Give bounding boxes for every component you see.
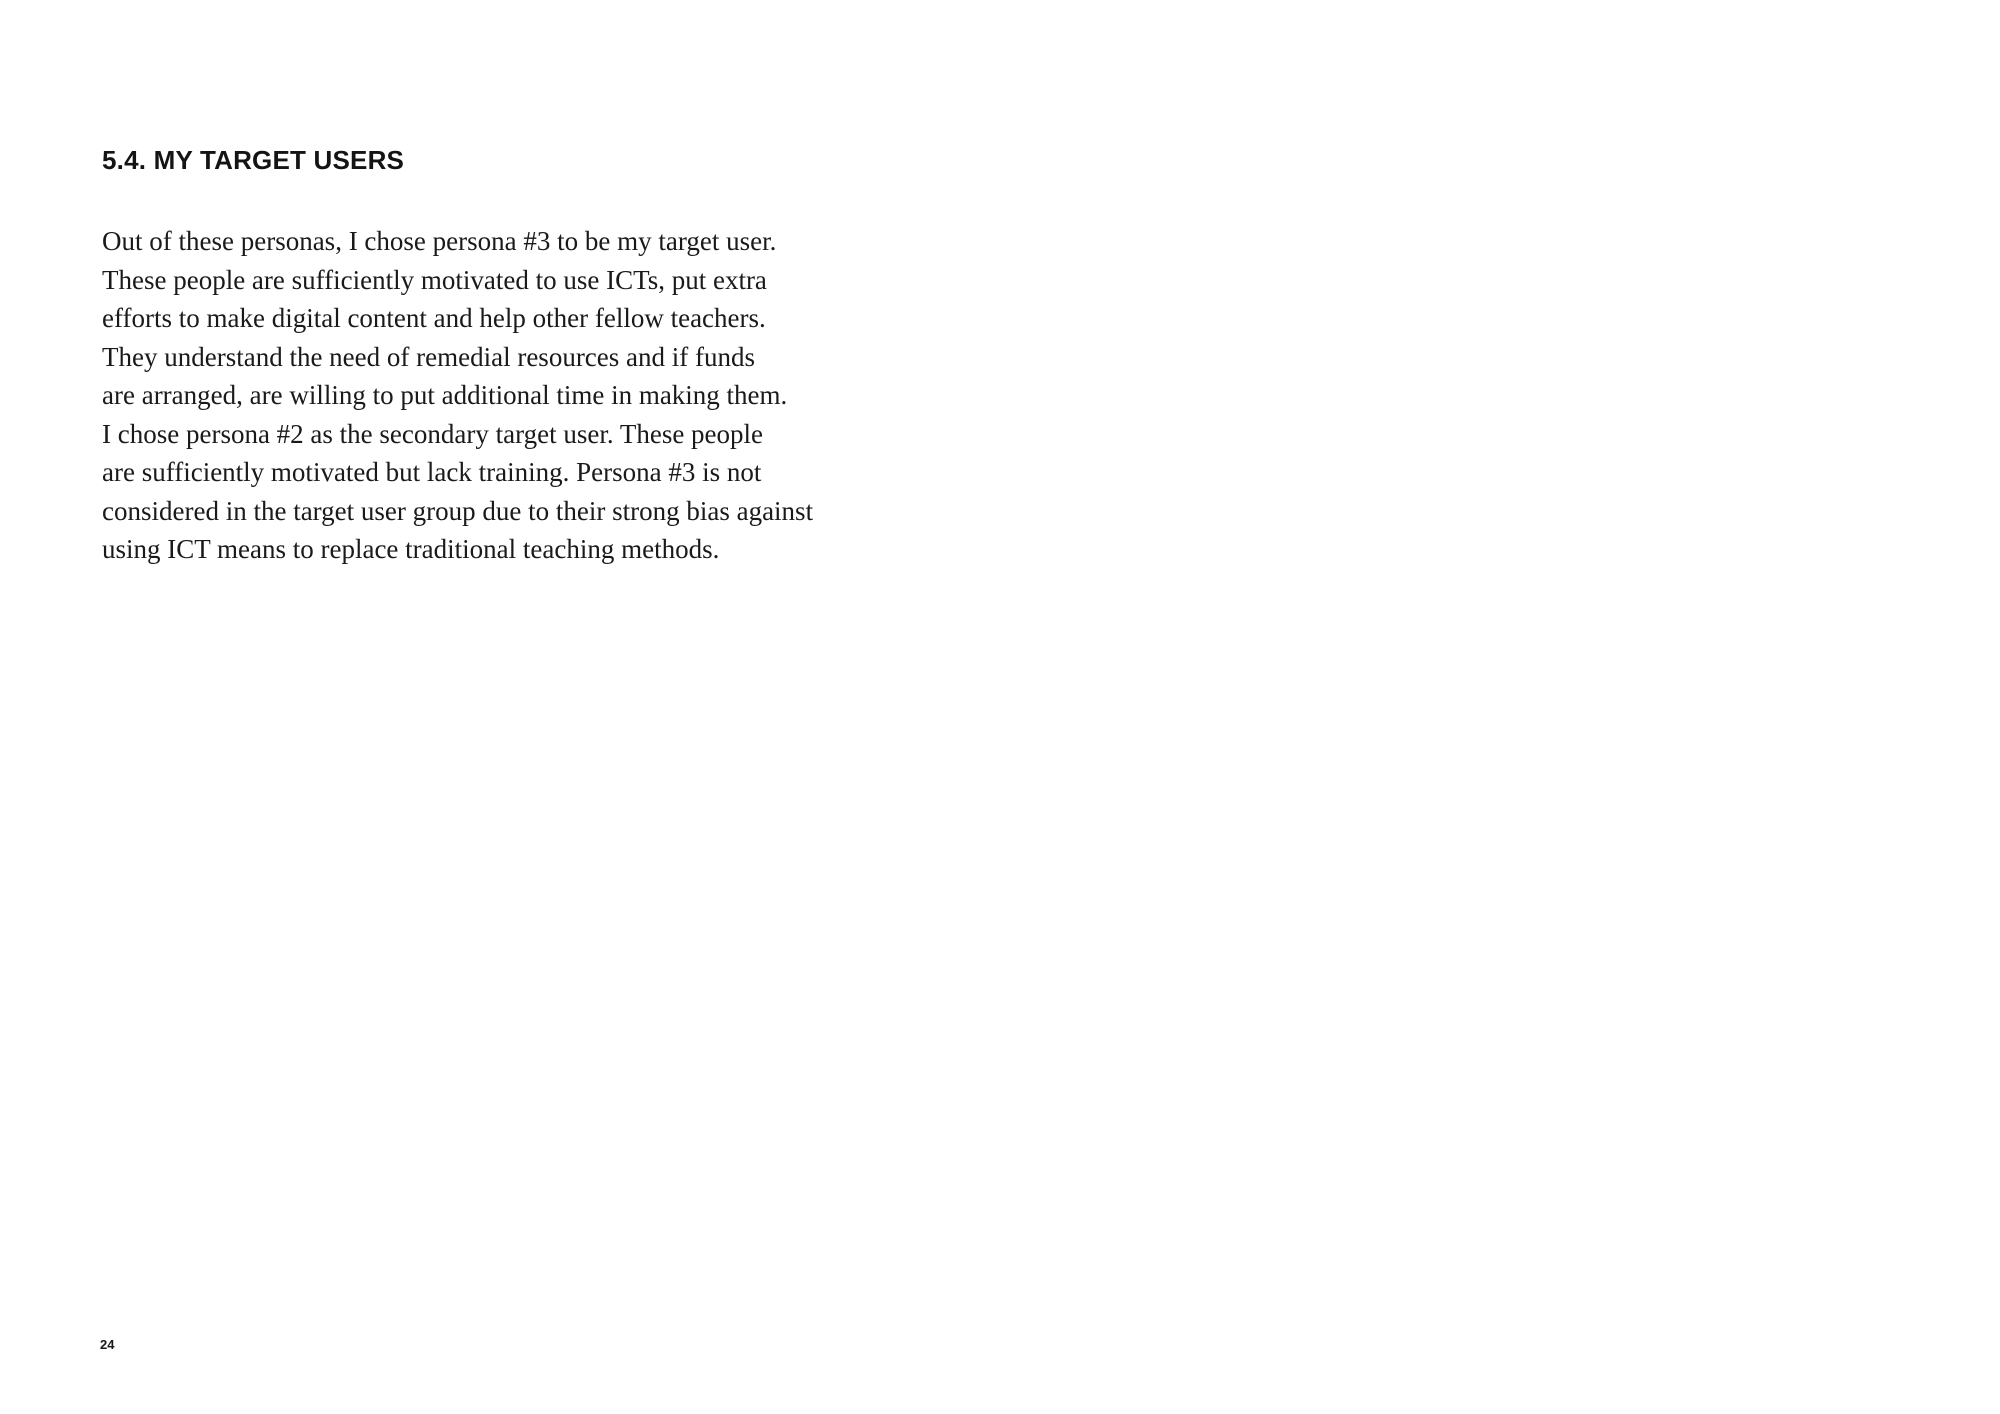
page-number: 24 [100,1337,115,1352]
body-line: They understand the need of remedial resources and if funds [102,341,756,372]
body-paragraph [102,222,982,569]
body-line: are sufficiently motivated but lack training. Persona #3 is not [102,457,762,487]
body-line: using ICT means to replace traditional teaching methods. [102,534,720,564]
body-line: efforts to make digital content and help other fellow teachers. [102,303,766,333]
body-line: are arranged, are willing to put additional time in making them. [102,380,788,410]
page-title: 5.4. MY TARGET USERS [102,145,405,175]
body-line: I chose persona #2 as the secondary target user. These people [102,418,764,449]
body-line: Out of these personas, I chose persona #3 to be my target user. [102,226,777,256]
body-line: considered in the target user group due to their strong bias against [102,495,814,526]
body-line: These people are sufficiently motivated to use ICTs, put extra [102,264,767,295]
